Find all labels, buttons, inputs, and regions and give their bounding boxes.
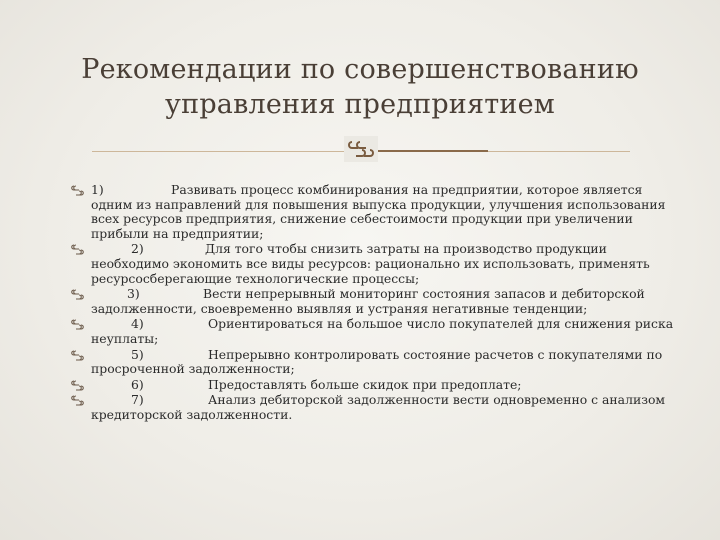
list-item <box>70 317 680 346</box>
item-text: Развивать процесс комбинирования на предприятии, которое является одним из направлений для повышения выпуска продукции, улучшения использования всех ресурсов предприятия, снижение себестоимости продукции при увеличении прибыли на предприятии; <box>91 182 666 241</box>
list-item <box>70 287 680 316</box>
item-text: Анализ дебиторской задолженности вести одновременно с анализом кредиторской задолженности. <box>91 392 666 422</box>
item-text: Ориентироваться на большое число покупателей для снижения риска неуплаты; <box>91 316 674 346</box>
ornament-icon <box>344 136 378 162</box>
scroll-bullet-icon <box>70 319 85 330</box>
scroll-bullet-icon <box>70 244 85 255</box>
recommendation-list <box>70 183 680 424</box>
list-item <box>70 378 680 393</box>
list-item <box>70 242 680 286</box>
item-text: Предоставлять больше скидок при предоплате; <box>208 376 522 392</box>
item-number: 4) <box>131 316 144 332</box>
title-divider-accent <box>372 150 488 152</box>
list-item <box>70 393 680 422</box>
title-line-1: Рекомендации по совершенствованию <box>81 54 639 85</box>
title-line-2: управления предприятием <box>165 89 555 120</box>
item-text: Вести непрерывный мониторинг состояния запасов и дебиторской задолженности, своевременно выявляя и устраняя негативные тенденции; <box>91 286 645 316</box>
item-text: Непрерывно контролировать состояние расчетов с покупателями по просроченной задолженности; <box>91 346 663 377</box>
item-number: 7) <box>131 392 144 408</box>
item-number: 3) <box>127 286 140 302</box>
item-text: Для того чтобы снизить затраты на производство продукции необходимо экономить все виды ресурсов: рационально их использовать, применять ресурсосберегающие технологические процессы; <box>91 241 650 286</box>
item-number: 2) <box>131 241 144 257</box>
list-item <box>70 348 680 377</box>
scroll-bullet-icon <box>70 289 85 300</box>
item-number: 6) <box>131 376 144 392</box>
scroll-bullet-icon <box>70 380 85 391</box>
scroll-bullet-icon <box>70 350 85 361</box>
slide-title <box>40 52 680 122</box>
scroll-bullet-icon <box>70 395 85 406</box>
item-number: 5) <box>131 346 144 362</box>
item-number: 1) <box>91 182 104 197</box>
scroll-bullet-icon <box>70 185 85 196</box>
list-item <box>70 183 680 241</box>
